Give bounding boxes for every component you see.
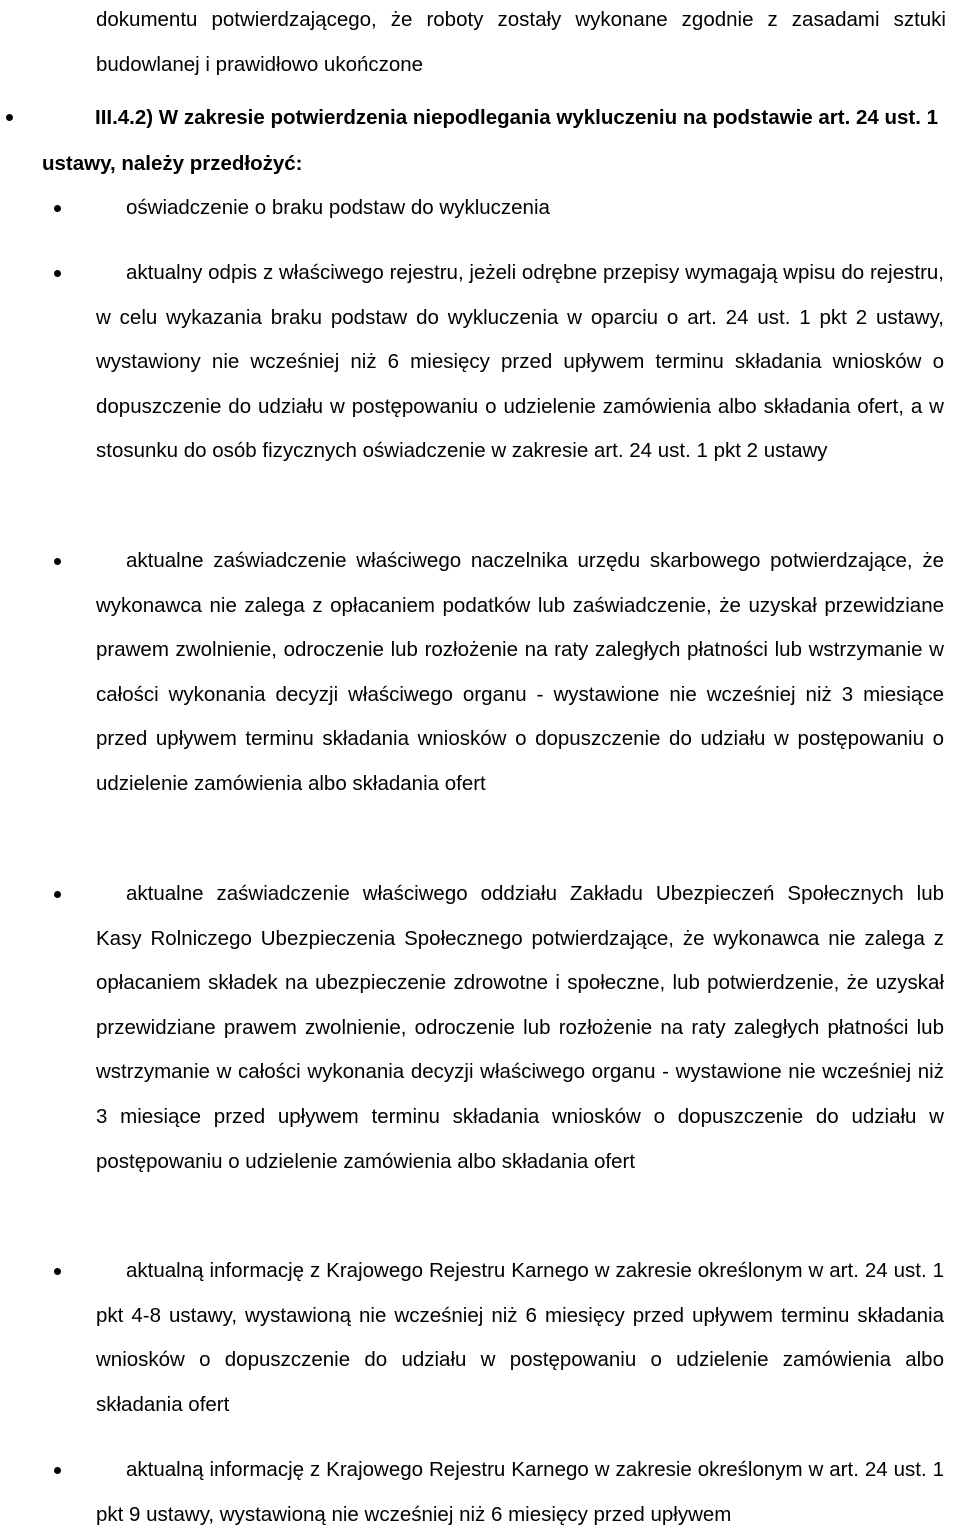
list-item-text: oświadczenie o braku podstaw do wykluczenia: [126, 196, 550, 219]
list-item: [96, 872, 944, 1184]
bullet-icon: [54, 558, 61, 565]
list-item-text: aktualne zaświadczenie właściwego oddziału Zakładu Ubezpieczeń Społecznych lub Kasy Rolniczego Ubezpieczenia Społecznego potwierdzające, że wykonawca nie zalega z opłacaniem składek na ubezpieczenie zdrowotne i społeczne, lub potwierdzenie, że uzyskał przewidziane prawem zwolnienie, odroczenie lub rozłożenie na raty zaległych płatności lub wstrzymanie w całości wykonania decyzji właściwego organu - wystawione nie wcześniej niż 3 miesiące przed upływem terminu składania wniosków o dopuszczenie do udziału w postępowaniu o udzielenie zamówienia albo składania ofert: [96, 882, 944, 1173]
list-item: [96, 186, 944, 231]
list-item-text: aktualną informację z Krajowego Rejestru Karnego w zakresie określonym w art. 24 ust. 1 pkt 9 ustawy, wystawioną nie wcześniej niż 6 miesięcy przed upływem: [96, 1458, 944, 1526]
section-heading: III.4.2) W zakresie potwierdzenia niepodlegania wykluczeniu na podstawie art. 24 ust. 1 ustawy, należy przedłożyć:: [42, 106, 939, 175]
bullet-icon: [54, 205, 61, 212]
intro-paragraph: dokumentu potwierdzającego, że roboty zostały wykonane zgodnie z zasadami sztuki budowlanej i prawidłowo ukończone: [96, 8, 946, 76]
bullet-icon: [54, 1467, 61, 1474]
list-item: [96, 251, 944, 474]
bullet-icon: [54, 270, 61, 277]
list-item: [96, 539, 944, 807]
list-item-text: aktualną informację z Krajowego Rejestru Karnego w zakresie określonym w art. 24 ust. 1 pkt 4-8 ustawy, wystawioną nie wcześniej niż 6 miesięcy przed upływem terminu składania wniosków o dopuszczenie do udziału w postępowaniu o udzielenie zamówienia albo składania ofert: [96, 1259, 944, 1416]
list-item: [96, 1249, 944, 1427]
list-item-text: aktualne zaświadczenie właściwego naczelnika urzędu skarbowego potwierdzające, że wykonawca nie zalega z opłacaniem podatków lub zaświadczenie, że uzyskał przewidziane prawem zwolnienie, odroczenie lub rozłożenie na raty zaległych płatności lub wstrzymanie w całości wykonania decyzji właściwego organu - wystawione nie wcześniej niż 3 miesiące przed upływem terminu składania wniosków o dopuszczenie do udziału w postępowaniu o udzielenie zamówienia albo składania ofert: [96, 549, 944, 795]
list-item: [96, 1448, 944, 1537]
list-item-text: aktualny odpis z właściwego rejestru, jeżeli odrębne przepisy wymagają wpisu do rejestru, w celu wykazania braku podstaw do wykluczenia w oparciu o art. 24 ust. 1 pkt 2 ustawy, wystawiony nie wcześniej niż 6 miesięcy przed upływem terminu składania wniosków o dopuszczenie do udziału w postępowaniu o udzielenie zamówienia albo składania ofert, a w stosunku do osób fizycznych oświadczenie w zakresie art. 24 ust. 1 pkt 2 ustawy: [96, 261, 944, 463]
bullet-icon: [54, 1268, 61, 1275]
heading-bullet: [6, 114, 13, 121]
bullet-icon: [54, 891, 61, 898]
